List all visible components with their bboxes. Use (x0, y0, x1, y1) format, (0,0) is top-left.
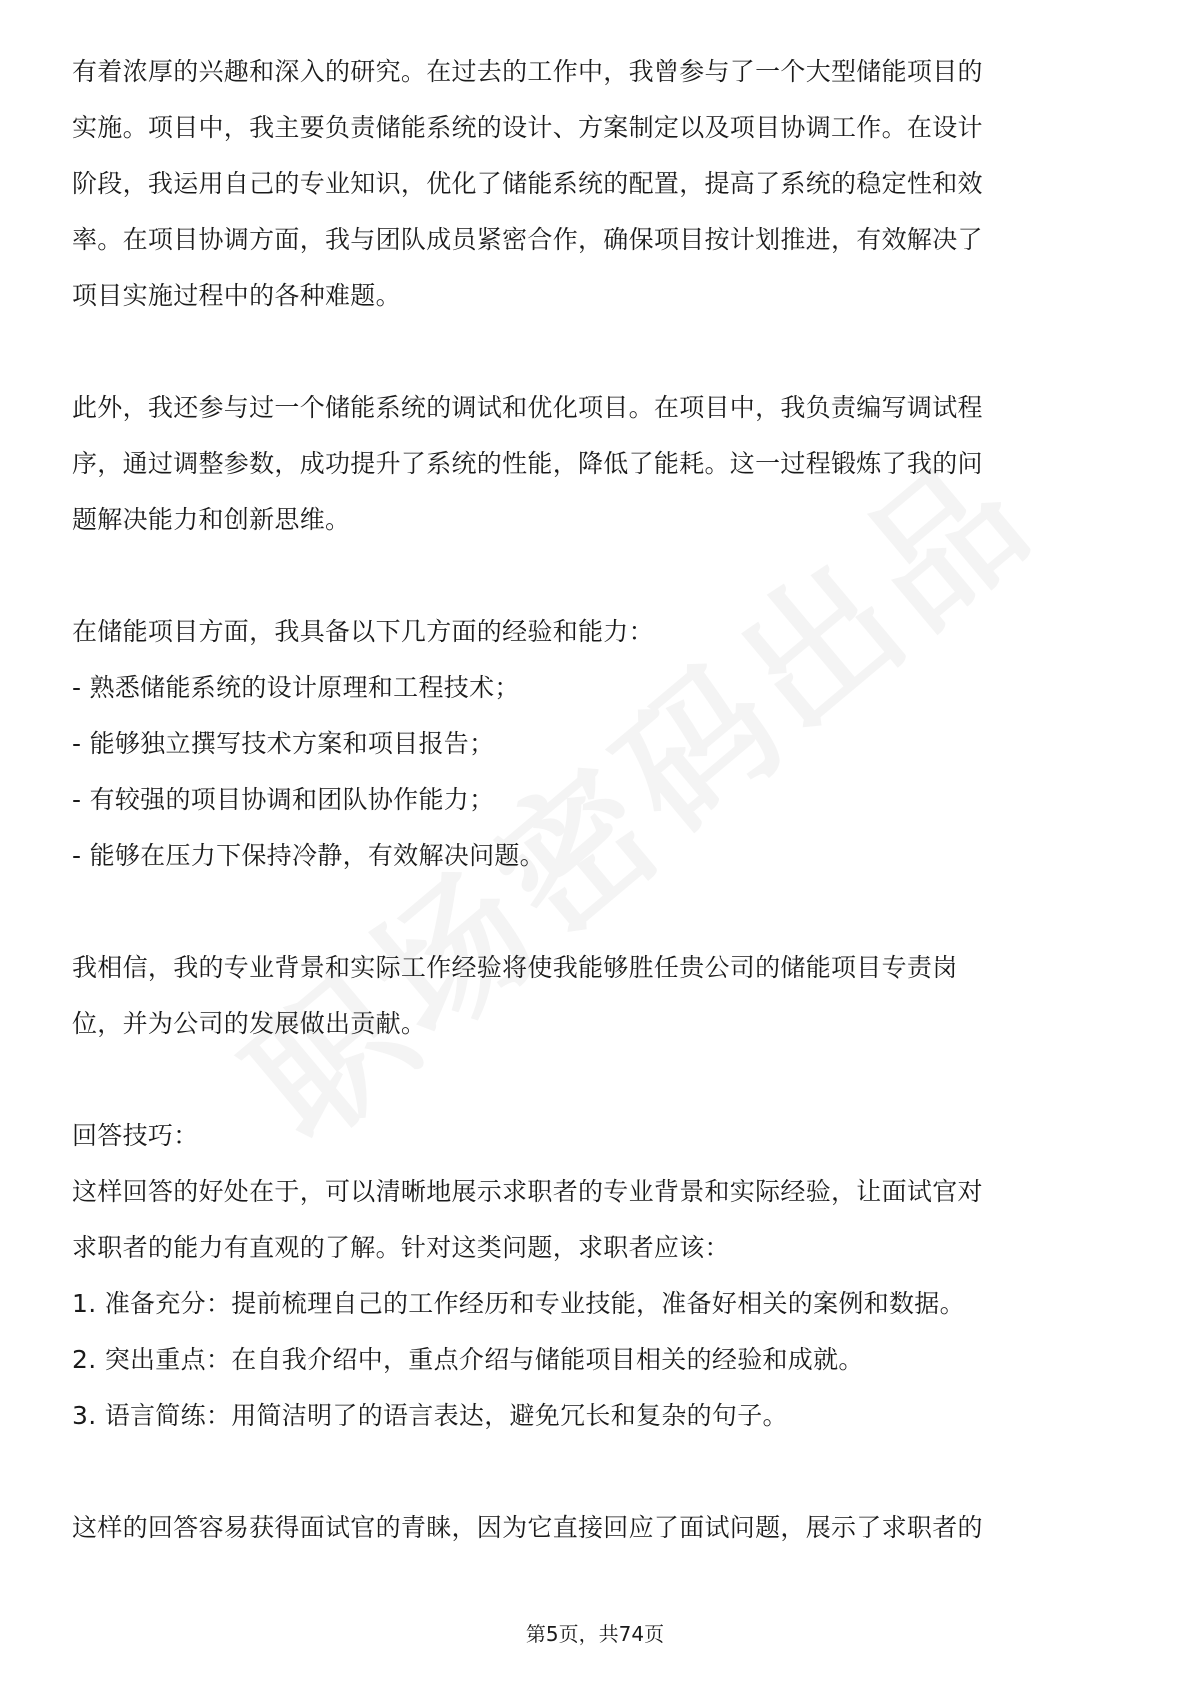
text-line: 有着浓厚的兴趣和深入的研究。在过去的工作中，我曾参与了一个大型储能项目的 (72, 57, 983, 86)
list-item: - 有较强的项目协调和团队协作能力； (72, 785, 495, 814)
section-heading: 回答技巧： (72, 1121, 199, 1150)
paragraph-gap (72, 548, 1122, 604)
list-item: 3. 语言简练：用简洁明了的语言表达，避免冗长和复杂的句子。 (72, 1401, 788, 1430)
text-line: 求职者的能力有直观的了解。针对这类问题，求职者应该： (72, 1233, 730, 1262)
text-line: 阶段，我运用自己的专业知识，优化了储能系统的配置，提高了系统的稳定性和效 (72, 169, 983, 198)
paragraph-1 (72, 44, 1122, 324)
text-line: 题解决能力和创新思维。 (72, 505, 351, 534)
text-line: 此外，我还参与过一个储能系统的调试和优化项目。在项目中，我负责编写调试程 (72, 393, 983, 422)
text-line: 实施。项目中，我主要负责储能系统的设计、方案制定以及项目协调工作。在设计 (72, 113, 983, 142)
text-line: 这样的回答容易获得面试官的青睐，因为它直接回应了面试问题，展示了求职者的 (72, 1513, 983, 1542)
text-line: 这样回答的好处在于，可以清晰地展示求职者的专业背景和实际经验，让面试官对 (72, 1177, 983, 1206)
text-line: 序，通过调整参数，成功提升了系统的性能，降低了能耗。这一过程锻炼了我的问 (72, 449, 983, 478)
text-line: 在储能项目方面，我具备以下几方面的经验和能力： (72, 617, 654, 646)
text-line: 项目实施过程中的各种难题。 (72, 281, 401, 310)
list-item: 1. 准备充分：提前梳理自己的工作经历和专业技能，准备好相关的案例和数据。 (72, 1289, 965, 1318)
list-item: - 熟悉储能系统的设计原理和工程技术； (72, 673, 520, 702)
paragraph-6 (72, 1500, 1122, 1556)
paragraph-4 (72, 940, 1122, 1052)
document-body (72, 44, 1122, 1556)
paragraph-gap (72, 884, 1122, 940)
list-item: 2. 突出重点：在自我介绍中，重点介绍与储能项目相关的经验和成就。 (72, 1345, 864, 1374)
paragraph-gap (72, 1052, 1122, 1108)
paragraph-3 (72, 604, 1122, 884)
text-line: 位，并为公司的发展做出贡献。 (72, 1009, 427, 1038)
list-item: - 能够在压力下保持冷静，有效解决问题。 (72, 841, 545, 870)
paragraph-gap (72, 1444, 1122, 1500)
page-number: 第5页，共74页 (525, 1622, 665, 1646)
list-item: - 能够独立撰写技术方案和项目报告； (72, 729, 495, 758)
paragraph-5 (72, 1108, 1122, 1444)
text-line: 率。在项目协调方面，我与团队成员紧密合作，确保项目按计划推进，有效解决了 (72, 225, 983, 254)
paragraph-gap (72, 324, 1122, 380)
text-line: 我相信，我的专业背景和实际工作经验将使我能够胜任贵公司的储能项目专责岗 (72, 953, 958, 982)
paragraph-2 (72, 380, 1122, 548)
